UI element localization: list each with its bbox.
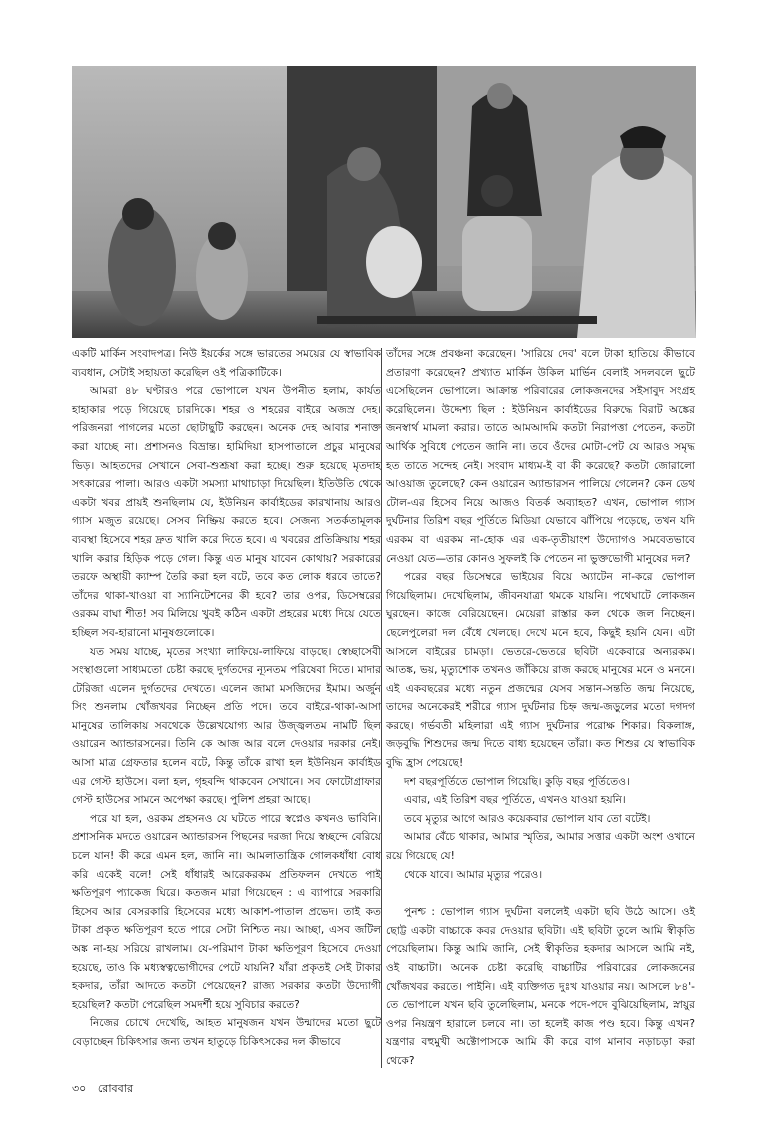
magazine-name: রোববার — [97, 1082, 134, 1095]
paragraph: পরে যা হল, ওরকম প্রহসনও যে ঘটতে পারে স্বপ্নেও কখনও ভাবিনি। প্রশাসনিক মদতে ওয়ারেন অ্যান্ডারসন পিছনের দরজা দিয়ে স্বচ্ছন্দে বেরিয়ে চলে যান! কী করে এমন হল, জানি না। আমলাতান্ত্রিক গোলকধাঁধা বোধ করি একেই বলে! সেই ধাঁধারই আরেকরকম প্রতিফলন দেখতে পাই ক্ষতিপূরণ প্যাকেজ ঘিরে। কতজন মারা গিয়েছেন : এ ব্যাপারে সরকারি হিসেব আর বেসরকারি হিসেবের মধ্যে আকাশ-পাতাল প্রভেদ। তাই কত টাকা প্রকৃত ক্ষতিপূরণ হতে পারে সেটা নিশ্চিত নয়। আচ্ছা, এসব জটিল অঙ্ক না-হয় সরিয়ে রাখলাম। যে-পরিমাণ টাকা ক্ষতিপূরণ হিসেবে দেওয়া হয়েছে, তাও কি মধ্যস্বত্বভোগীদের পেটে যায়নি? যাঁরা প্রকৃতই সেই টাকার হকদার, তাঁরা আদতে কতটা পেয়েছেন? রাজ্য সরকার কতটা উদ্যোগী হয়েছিল? কতটা পেরেছিল সমদর্শী হয়ে সুবিচার করতে? — [72, 812, 381, 1011]
photo-illustration — [72, 66, 696, 338]
paragraph: আমার বেঁচে থাকার, আমার স্মৃতির, আমার সত্তার একটা অংশ ওখানে রয়ে গিয়েছে যে! — [386, 831, 695, 863]
page-footer — [72, 1080, 141, 1099]
article-column-left — [72, 345, 381, 1052]
paragraph: এবার, এই তিরিশ বছর পূর্তিতে, এখনও যাওয়া হয়নি। — [404, 794, 626, 807]
paragraph: দশ বছরপূর্তিতে ভোপাল গিয়েছি। কুড়ি বছর পূর্তিতেও। — [404, 775, 630, 788]
paragraph: একটি মার্কিন সংবাদপত্র। নিউ ইয়র্কের সঙ্গে ভারতের সময়ের যে স্বাভাবিক ব্যবধান, সেটাই সহায়তা করেছিল ওই পত্রিকাটিকে। — [72, 348, 381, 379]
paragraph: থেকে যাবে। আমার মৃত্যুর পরেও। — [404, 868, 543, 881]
paragraph: যত সময় যাচ্ছে, মৃতের সংখ্যা লাফিয়ে-লাফিয়ে বাড়ছে। স্বেচ্ছাসেবী সংস্থাগুলো সাধ্যমতো চেষ্টা করছে দুর্গতদের ন্যূনতম পরিষেবা দিতে। মাদার টেরিজা এলেন দুর্গতদের দেখতে। এলেন জামা মসজিদের ইমাম। অর্জুন সিং শুনলাম খোঁজখবর নিচ্ছেন প্রতি পদে। তবে বাইরে-থাকা-আসা মানুষের তালিকায় সবথেকে উল্লেখযোগ্য আর উজ্জ্বলতম নামটি ছিল ওয়ারেন অ্যান্ডারসনের। তিনি কে আজ আর বলে দেওয়ার দরকার নেই। আসা মাত্র গ্রেফতার হলেন বটে, কিন্তু তাঁকে রাখা হল ইউনিয়ন কার্বাইড এর গেস্ট হাউসে। বলা হল, গৃহবন্দি থাকবেন সেখানে। সব ফোটোগ্রাফার গেস্ট হাউসের সামনে অপেক্ষা করছে। পুলিশ প্রহরা আছে। — [72, 645, 381, 807]
column-divider — [381, 348, 382, 1068]
postscript-paragraph: পুনশ্চ : ভোপাল গ্যাস দুর্ঘটনা বললেই একটা ছবি উঠে আসে। ওই ছোট্ট একটা বাচ্চাকে কবর দেওয়ার ছবিটা। এই ছবিটা তুলে আমি স্বীকৃতি পেয়েছিলাম। কিন্তু আমি জানি, সেই স্বীকৃতির হকদার আসলে আমি নই, ওই বাচ্চাটা। অনেক চেষ্টা করেছি বাচ্চাটির পরিবারের লোকজনের খোঁজখবর করতে। পাইনি। এই ব্যক্তিগত দুঃখ যাওয়ার নয়। আসলে ৮৪'-তে ভোপালে যখন ছবি তুলেছিলাম, মনকে পদে-পদে বুঝিয়েছিলাম, স্নায়ুর ওপর নিয়ন্ত্রণ হারালে চলবে না। তা হলেই কাজ পণ্ড হবে। কিন্তু এখন? যন্ত্রণার বহুমুখী অক্টোপাসকে আমি কী করে বাগ মানাব নড়াচড়া করা থেকে? — [386, 906, 695, 1067]
paragraph: পরের বছর ডিসেম্বরে ভাইয়ের বিয়ে অ্যাটেন না-করে ভোপাল গিয়েছিলাম। দেখেছিলাম, জীবনযাত্রা থমকে যায়নি। পথেঘাটে লোকজন ঘুরছেন। কাজে বেরিয়েছেন। মেয়েরা রাস্তার কল থেকে জল নিচ্ছেন। ছেলেপুলেরা দল বেঁধে খেলছে। দেখে মনে হবে, কিছুই হয়নি যেন। এটা আসলে বাইরের চামড়া। ভেতরে-ভেতরে ছবিটা একেবারে অন্যরকম। আতঙ্ক, ভয়, মৃত্যুশোক তখনও জাঁকিয়ে রাজ করছে মানুষের মনে ও মননে। এই একবছরের মধ্যে নতুন প্রজন্মের যেসব সন্তান-সন্ততি জন্ম নিয়েছে, তাদের অনেকেরই শরীরে গ্যাস দুর্ঘটনার চিহ্ন জন্ম-জড়ুলের মতো দগদগ করছে। গর্ভবতী মহিলারা এই গ্যাস দুর্ঘটনার পরোক্ষ শিকার। বিকলাঙ্গ, জড়বুদ্ধি শিশুদের জন্ম দিতে বাধ্য হয়েছেন তাঁরা। কত শিশুর যে স্বাভাবিক বুদ্ধি হ্রাস পেয়েছে! — [386, 571, 695, 770]
paragraph: তাঁদের সঙ্গে প্রবঞ্চনা করেছেন। 'সারিয়ে দেব' বলে টাকা হাতিয়ে কীভাবে প্রতারণা করেছেন? প্রখ্যাত মার্কিন উকিল মার্ভিন বেলাই সদলবলে ছুটে এসেছিলেন ভোপালে। আক্রান্ত পরিবারের লোকজনদের সইসাবুদ সংগ্রহ করেছিলেন। উদ্দেশ্য ছিল : ইউনিয়ন কার্বাইডের বিরুদ্ধে বিরাট অঙ্কের জনস্বার্থ মামলা করার। তাতে আমআদমি কতটা নিরাপত্তা পেতেন, কতটা আর্থিক সুবিধে পেতেন জানি না। তবে ওঁদের মোটা-পেট যে আরও সমৃদ্ধ হত তাতে সন্দেহ নেই। সংবাদ মাধ্যম-ই বা কী করেছে? কতটা জোরালো আওয়াজ তুলেছে? কেন ওয়ারেন অ্যান্ডারসন পালিয়ে গেলেন? কেন ডেথ টোল-এর হিসেব নিয়ে আজও বিতর্ক অব্যাহত? এখন, ভোপাল গ্যাস দুর্ঘটনার তিরিশ বছর পূর্তিতে মিডিয়া যেভাবে ঝাঁপিয়ে পড়েছে, তখন যদি এরকম বা এরকম না-হোক এর এক-তৃতীয়াংশ উদ্যোগও সমবেতভাবে নেওয়া যেত—তার কোনও সুফলই কি পেতেন না ভুক্তভোগী মানুষের দল? — [386, 348, 695, 565]
paragraph: আমরা ৪৮ ঘণ্টারও পরে ভোপালে যখন উপনীত হলাম, কার্যত হাহাকার পড়ে গিয়েছে চারদিকে। শহর ও শহরের বাইরে অজস্র দেহ। পরিজনরা পাগলের মতো ছোটাছুটি করছেন। অনেক দেহ আবার শনাক্ত করা যাচ্ছে না। প্রশাসনও বিভ্রান্ত। হামিদিয়া হাসপাতালে প্রচুর মানুষের ভিড়। আহতদের সেখানে সেবা-শুশ্রূষা করা হচ্ছে। শুরু হয়েছে মৃতদাহ সৎকারের পালা। আরও একটা সমস্যা মাথাচাড়া দিয়েছিল। ইতিউতি থেকে একটা খবর প্রায়ই শুনছিলাম যে, ইউনিয়ন কার্বাইডের কারখানায় আরও গ্যাস মজুত রয়েছে। সেসব নিষ্ক্রিয় করতে হবে। সেজন্য সতর্কতামূলক ব্যবস্থা হিসেবে শহর দ্রুত খালি করে দিতে হবে। এ খবরের প্রতিক্রিয়ায় শহর খালি করার হিড়িক পড়ে গেল। কিন্তু এত মানুষ যাবেন কোথায়? সরকারের তরফে অস্থায়ী ক্যাম্প তৈরি করা হল বটে, তবে কত লোক ধরবে তাতে? তাঁদের থাকা-খাওয়া বা স্যানিটেশনের কী হবে? তার ওপর, ডিসেম্বরের ওরকম বাঘা শীত! সব মিলিয়ে খুবই কঠিন একটা প্রহরের মধ্যে দিয়ে যেতে হচ্ছিল সব-হারানো মানুষগুলোকে। — [72, 385, 381, 639]
article-column-right — [386, 345, 695, 1071]
paragraph: নিজের চোখে দেখেছি, আহত মানুষজন যখন উন্মাদের মতো ছুটে বেড়াচ্ছেন চিকিৎসার জন্য তখন হাতুড়ে চিকিৎসকের দল কীভাবে — [72, 1017, 381, 1048]
page-number: ৩০ — [72, 1082, 87, 1095]
article-photo — [72, 66, 696, 338]
paragraph: তবে মৃত্যুর আগে আরও কয়েকবার ভোপাল যাব তো বটেই। — [404, 812, 651, 825]
